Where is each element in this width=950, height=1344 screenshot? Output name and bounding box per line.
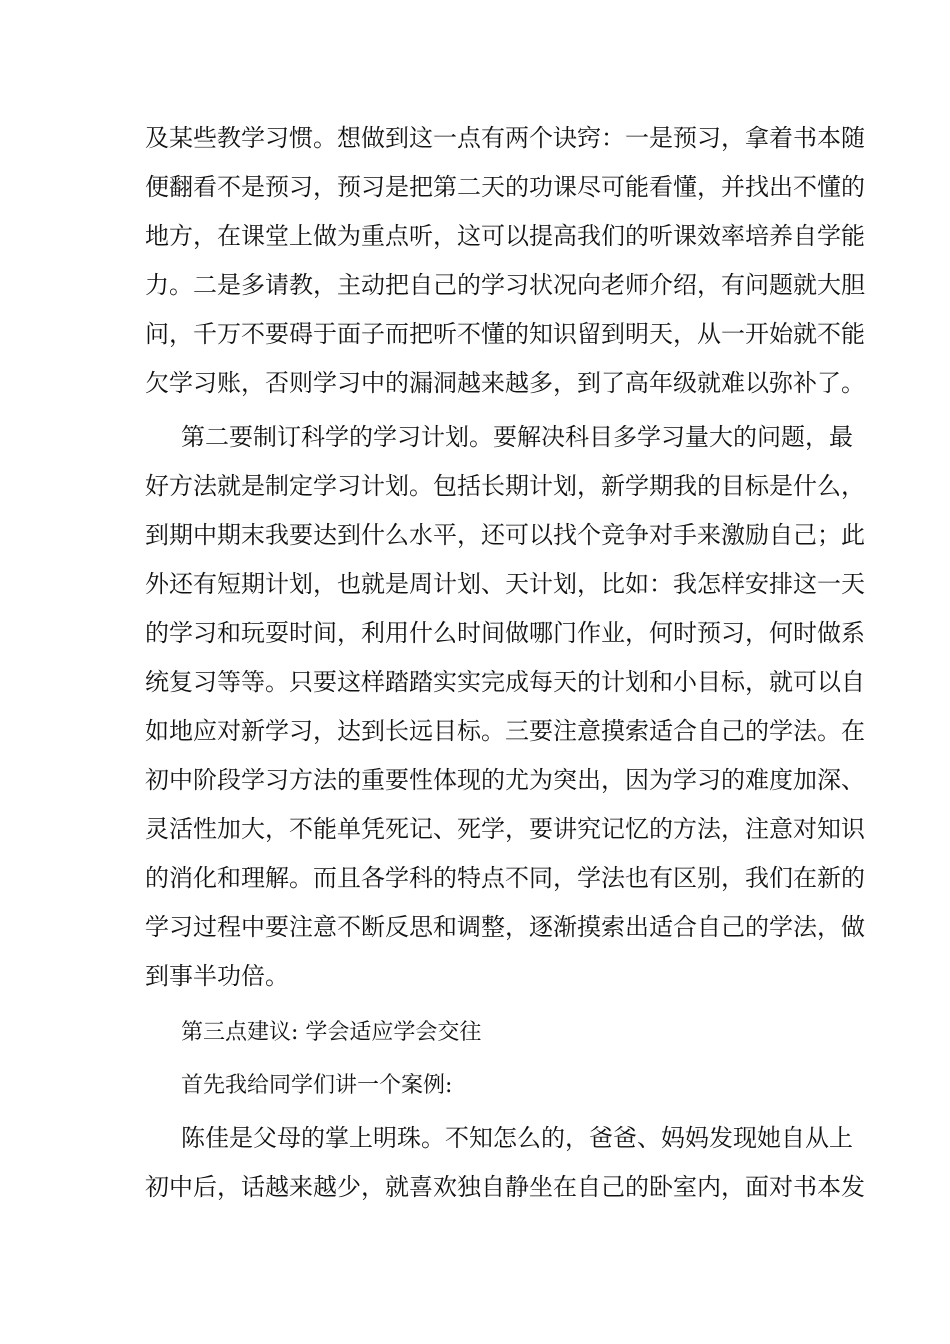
- text-line: 便翻看不是预习，预习是把第二天的功课尽可能看懂，并找出不懂的: [145, 173, 865, 201]
- text-line: 欠学习账，否则学习中的漏洞越来越多，到了高年级就难以弥补了。: [145, 369, 865, 397]
- text-line: 地方，在课堂上做为重点听，这可以提高我们的听课效率培养自学能: [145, 222, 865, 250]
- text-line: 灵活性加大，不能单凭死记、死学，要讲究记忆的方法，注意对知识: [145, 815, 865, 843]
- text-line: 好方法就是制定学习计划。包括长期计划，新学期我的目标是什么，: [145, 472, 865, 500]
- text-line: 及某些教学习惯。想做到这一点有两个诀窍：一是预习，拿着书本随: [145, 124, 865, 152]
- section-heading: 第三点建议: 学会适应学会交往: [181, 1020, 482, 1045]
- text-line: 如地应对新学习，达到长远目标。三要注意摸索适合自己的学法。在: [145, 717, 865, 745]
- text-line: 到事半功倍。: [145, 962, 289, 990]
- text-line: 问，千万不要碍于面子而把听不懂的知识留到明天，从一开始就不能: [145, 320, 865, 348]
- text-line: 统复习等等。只要这样踏踏实实完成每天的计划和小目标，就可以自: [145, 668, 865, 696]
- text-line: 学习过程中要注意不断反思和调整，逐渐摸索出适合自己的学法，做: [145, 913, 865, 941]
- text-line: 首先我给同学们讲一个案例:: [181, 1073, 453, 1098]
- paragraph-first-line: 第二要制订科学的学习计划。要解决科目多学习量大的问题，最: [181, 423, 853, 451]
- text-line: 到期中期末我要达到什么水平，还可以找个竞争对手来激励自己；此: [145, 521, 865, 549]
- text-line: 外还有短期计划，也就是周计划、天计划，比如：我怎样安排这一天: [145, 570, 865, 598]
- text-line: 力。二是多请教，主动把自己的学习状况向老师介绍，有问题就大胆: [145, 271, 865, 299]
- text-line: 初中后，话越来越少，就喜欢独自静坐在自己的卧室内，面对书本发: [145, 1173, 865, 1201]
- paragraph-first-line: 陈佳是父母的掌上明珠。不知怎么的，爸爸、妈妈发现她自从上: [181, 1124, 853, 1152]
- text-line: 的消化和理解。而且各学科的特点不同，学法也有区别，我们在新的: [145, 864, 865, 892]
- text-line: 的学习和玩耍时间，利用什么时间做哪门作业，何时预习，何时做系: [145, 619, 865, 647]
- text-line: 初中阶段学习方法的重要性体现的尤为突出，因为学习的难度加深、: [145, 766, 865, 794]
